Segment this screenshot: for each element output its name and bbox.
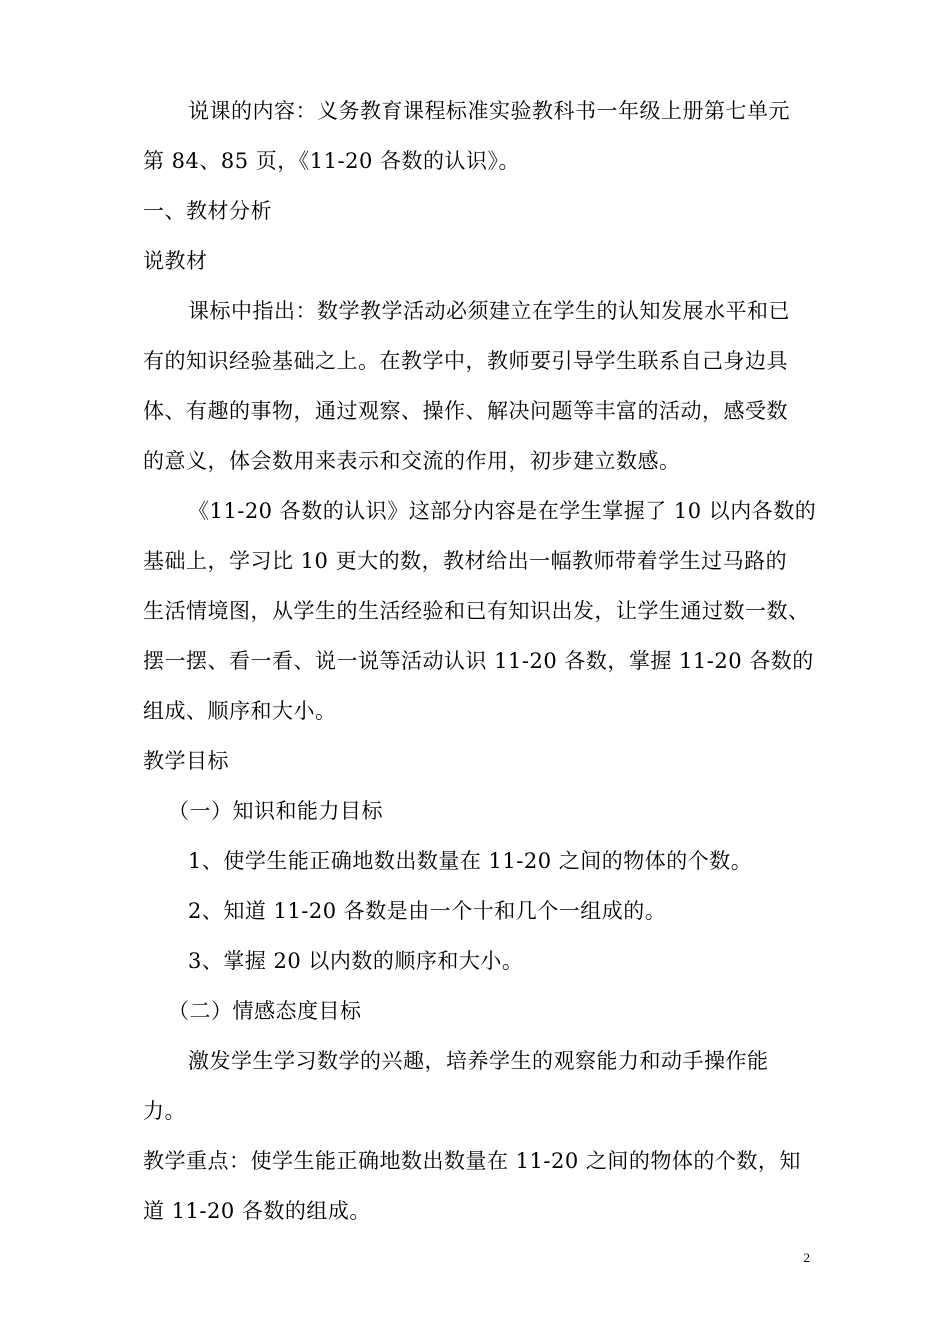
intro-line-1: 说课的内容：义务教育课程标准实验教科书一年级上册第七单元 [188,99,790,123]
paragraph-curriculum-line-1: 课标中指出：数学教学活动必须建立在学生的认知发展水平和已 [188,299,790,323]
teaching-focus-line-1: 教学重点：使学生能正确地数出数量在 11-20 之间的物体的个数，知 [143,1149,801,1173]
paragraph-content-line-5: 组成、顺序和大小。 [143,699,337,723]
page-number: 2 [803,1250,810,1265]
paragraph-curriculum-line-4: 的意义，体会数用来表示和交流的作用，初步建立数感。 [143,449,681,473]
emotion-goal-line-2: 力。 [143,1099,186,1123]
paragraph-curriculum-line-3: 体、有趣的事物，通过观察、操作、解决问题等丰富的活动，感受数 [143,399,788,423]
goal-item-2: 2、知道 11-20 各数是由一个十和几个一组成的。 [188,899,667,923]
goal-item-1: 1、使学生能正确地数出数量在 11-20 之间的物体的个数。 [188,849,753,873]
paragraph-content-line-1: 《11-20 各数的认识》这部分内容是在学生掌握了 10 以内各数的 [188,499,817,523]
subheading-textbook: 说教材 [143,249,208,273]
goal-item-3: 3、掌握 20 以内数的顺序和大小。 [188,949,524,973]
intro-line-2: 第 84、85 页，《11-20 各数的认识》。 [143,149,521,173]
goal-heading-knowledge: （一）知识和能力目标 [168,799,383,823]
paragraph-content-line-4: 摆一摆、看一看、说一说等活动认识 11-20 各数，掌握 11-20 各数的 [143,649,814,673]
teaching-focus-line-2: 道 11-20 各数的组成。 [143,1199,371,1223]
emotion-goal-line-1: 激发学生学习数学的兴趣，培养学生的观察能力和动手操作能 [188,1049,769,1073]
section-heading-material-analysis: 一、教材分析 [143,199,272,223]
goal-heading-emotion: （二）情感态度目标 [168,999,362,1023]
paragraph-content-line-3: 生活情境图，从学生的生活经验和已有知识出发，让学生通过数一数、 [143,599,810,623]
subheading-teaching-goals: 教学目标 [143,749,229,773]
paragraph-curriculum-line-2: 有的知识经验基础之上。在教学中，教师要引导学生联系自己身边具 [143,349,788,373]
paragraph-content-line-2: 基础上，学习比 10 更大的数，教材给出一幅教师带着学生过马路的 [143,549,788,573]
